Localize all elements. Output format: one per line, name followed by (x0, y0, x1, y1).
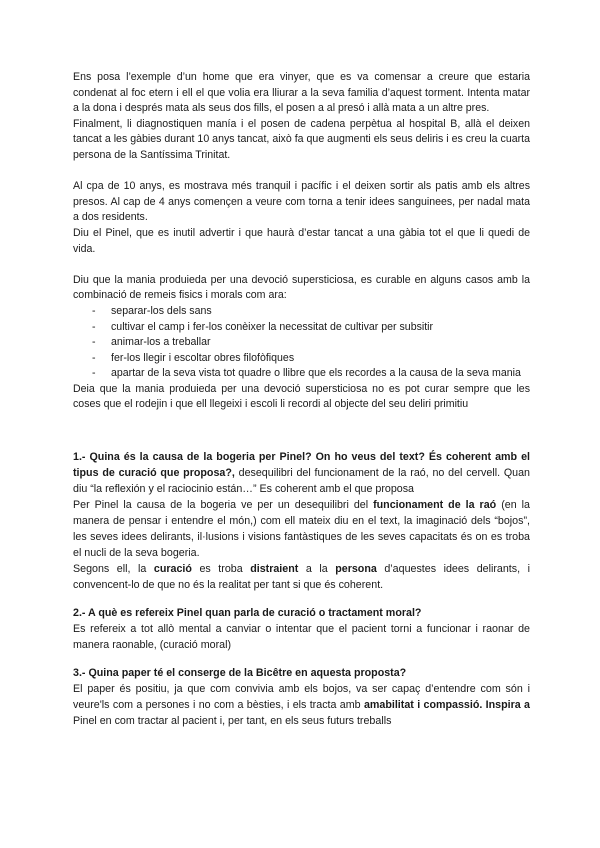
document-body (73, 70, 530, 413)
answer-1a (73, 497, 530, 561)
list-item: - fer-los llegir i escoltar obres filofòfiques (92, 351, 530, 367)
answer-text: Segons ell, la (73, 563, 154, 575)
list-item: - animar-los a treballar (92, 335, 530, 351)
question-1-title: 1.- Quina és la causa de la bogeria per Pinel? On ho veus del text? És coherent amb el tipus de curació que proposa?, (73, 451, 530, 479)
list-item: - separar-los dels sans (92, 304, 530, 320)
answer-2: Es refereix a tot allò mental a canviar o intentar que el pacient torni a funcionar i raonar de manera raonable, (curació moral) (73, 623, 530, 651)
answer-text: d’aquestes idees delirants, i convencent-lo de que no és la realitat per tant si que és coherent. (73, 563, 530, 591)
answer-emphasis: persona (335, 563, 377, 575)
answer-text: El paper és positiu, ja que com convivia amb els bojos, va ser capaç d’entendre com són i veure'ls com a persones i no com a bèsties, i els tracta amb (73, 683, 530, 711)
answer-emphasis: distraient (250, 563, 299, 575)
paragraph: Ens posa l’exemple d’un home que era vinyer, que es va comensar a creure que estaria condenat al foc etern i ell el que volia era lliurar a la seva familia d’aquest torment. Intenta matar a la dona i després mata als seus dos fills, el posen a al presó i allà mata a un altre pres. (73, 71, 530, 115)
question-2-title: 2.- A què es refereix Pinel quan parla de curació o tractament moral? (73, 607, 422, 619)
question-1-inline-answer: desequilibri del funcionament de la raó, no del cervell. Quan diu “la reflexión y el raciocinio están…” Es coherent amb el que proposa (73, 467, 530, 495)
answer-text: Pinel en com tractar al pacient i, per tant, en els seus futurs treballs (73, 715, 392, 727)
paragraph: Deia que la mania produieda per una devoció supersticiosa no es pot curar sempre que les coses que el rodejin i que ell llegeixi i escoli li recordi al objecte del seu deliri primitiu (73, 382, 530, 411)
remedies-list (73, 304, 530, 382)
paragraph: Al cpa de 10 anys, es mostrava més tranquil i pacífic i el deixen sortir als patis amb els altres presos. Al cap de 4 anys començen a veure com torna a tenir idees sanguinees, per nadal mata a dos residents. (73, 180, 530, 224)
answer-text: (en la manera de pensar i entendre el món,) com ell mateix diu en el text, la imaginació dels “bojos”, les seves idees delirants, il·lusions i visions fantàstiques de les seves capacitats és on es troba el nucli de la seva bogeria. (73, 499, 530, 559)
questions-section (73, 449, 530, 729)
question-1 (73, 449, 530, 497)
answer-emphasis: funcionament de la raó (373, 499, 497, 511)
answer-text: es troba (191, 563, 251, 575)
answer-emphasis: curació (153, 563, 192, 575)
paragraph: Diu que la mania produieda per una devoció supersticiosa, es curable en alguns casos amb la combinació de remeis fisics i morals com ara: (73, 273, 530, 302)
paragraph: Finalment, li diagnostiquen manía i el posen de cadena perpètua al hospital B, allà el deixen tancat a les gàbies durant 10 anys tancat, això fa que augmenti els seus deliris i es creu la cuarta persona de la Santíssima Trinitat. (73, 117, 530, 161)
list-item: - apartar de la seva vista tot quadre o llibre que els recordes a la causa de la seva mania (92, 366, 530, 382)
answer-1b (73, 561, 530, 593)
question-3-title: 3.- Quina paper té el conserge de la Bicêtre en aquesta proposta? (73, 667, 407, 679)
answer-text: a la (298, 563, 336, 575)
answer-text: Per Pinel la causa de la bogeria ve per un desequilibri del (73, 499, 374, 511)
answer-emphasis: amabilitat i compassió. Inspira a (363, 699, 531, 711)
answer-3 (73, 681, 530, 729)
paragraph: Diu el Pinel, que es inutil advertir i que haurà d’estar tancat a una gàbia tot el que li quedi de vida. (73, 226, 530, 255)
list-item: - cultivar el camp i fer-los conèixer la necessitat de cultivar per subsitir (92, 320, 530, 336)
